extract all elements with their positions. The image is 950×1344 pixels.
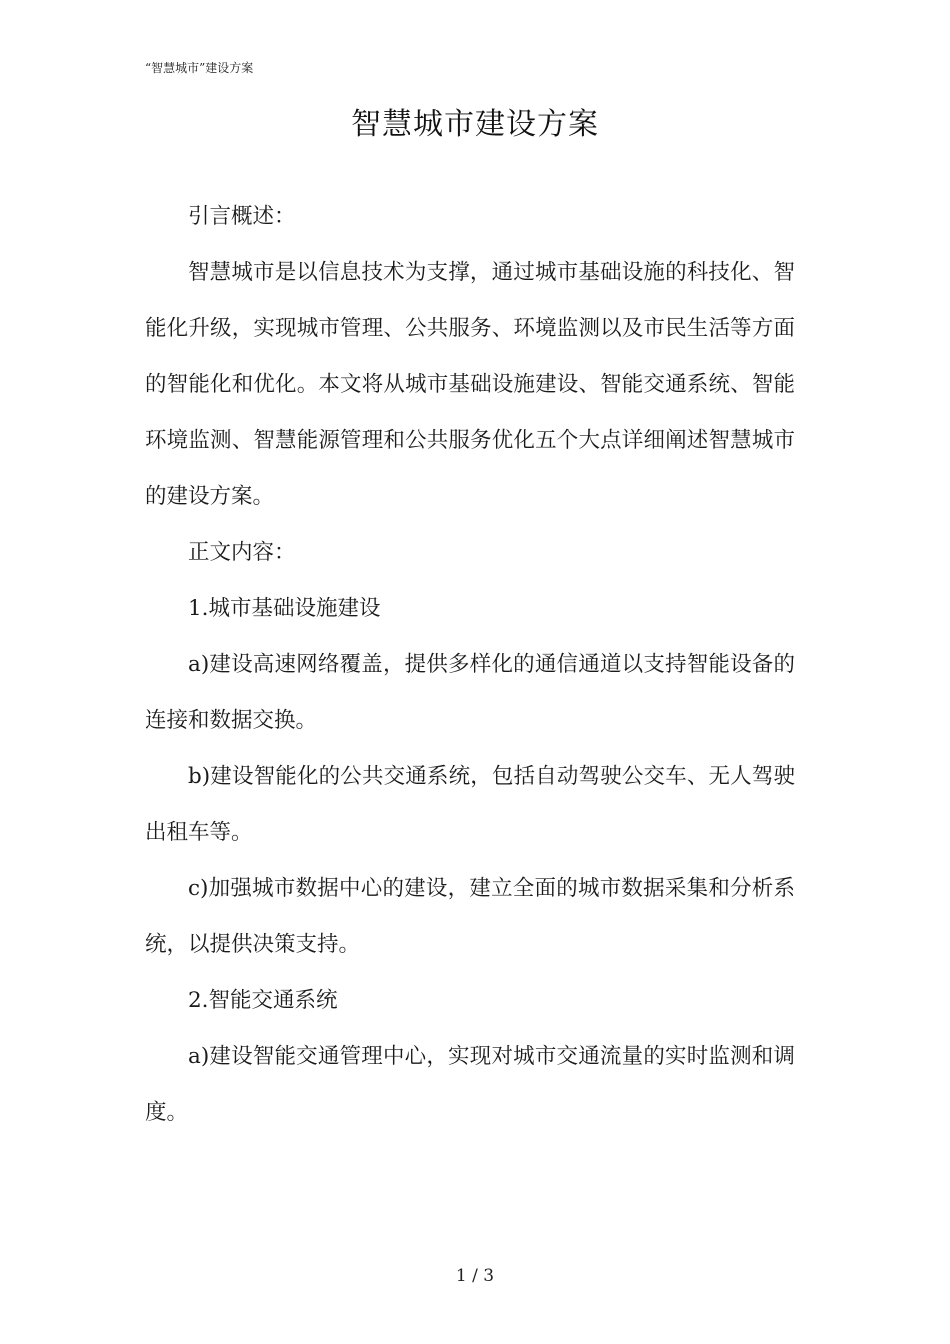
paragraph-intro: 智慧城市是以信息技术为支撑，通过城市基础设施的科技化、智能化升级，实现城市管理、公共服务、环境监测以及市民生活等方面的智能化和优化。本文将从城市基础设施建设、智能交通系统、智能环境监测、智慧能源管理和公共服务优化五个大点详细阐述智慧城市的建设方案。	[145, 260, 795, 509]
section-heading-1: 1.城市基础设施建设	[188, 596, 381, 621]
paragraph-body-heading: 正文内容：	[188, 540, 296, 565]
list-item-1c: c)加强城市数据中心的建设，建立全面的城市数据采集和分析系统，以提供决策支持。	[145, 876, 795, 957]
list-item-2a: a)建设智能交通管理中心，实现对城市交通流量的实时监测和调度。	[145, 1044, 795, 1125]
list-item-1a: a)建设高速网络覆盖，提供多样化的通信通道以支持智能设备的连接和数据交换。	[145, 652, 795, 733]
document-body	[145, 189, 795, 1141]
paragraph-intro-heading: 引言概述：	[188, 204, 296, 229]
page-number: 1 / 3	[455, 1266, 495, 1286]
section-heading-2: 2.智能交通系统	[188, 988, 338, 1013]
list-item-1b: b)建设智能化的公共交通系统，包括自动驾驶公交车、无人驾驶出租车等。	[145, 764, 795, 845]
running-header: “智慧城市”建设方案	[145, 61, 254, 75]
document-title: 智慧城市建设方案	[351, 107, 599, 142]
